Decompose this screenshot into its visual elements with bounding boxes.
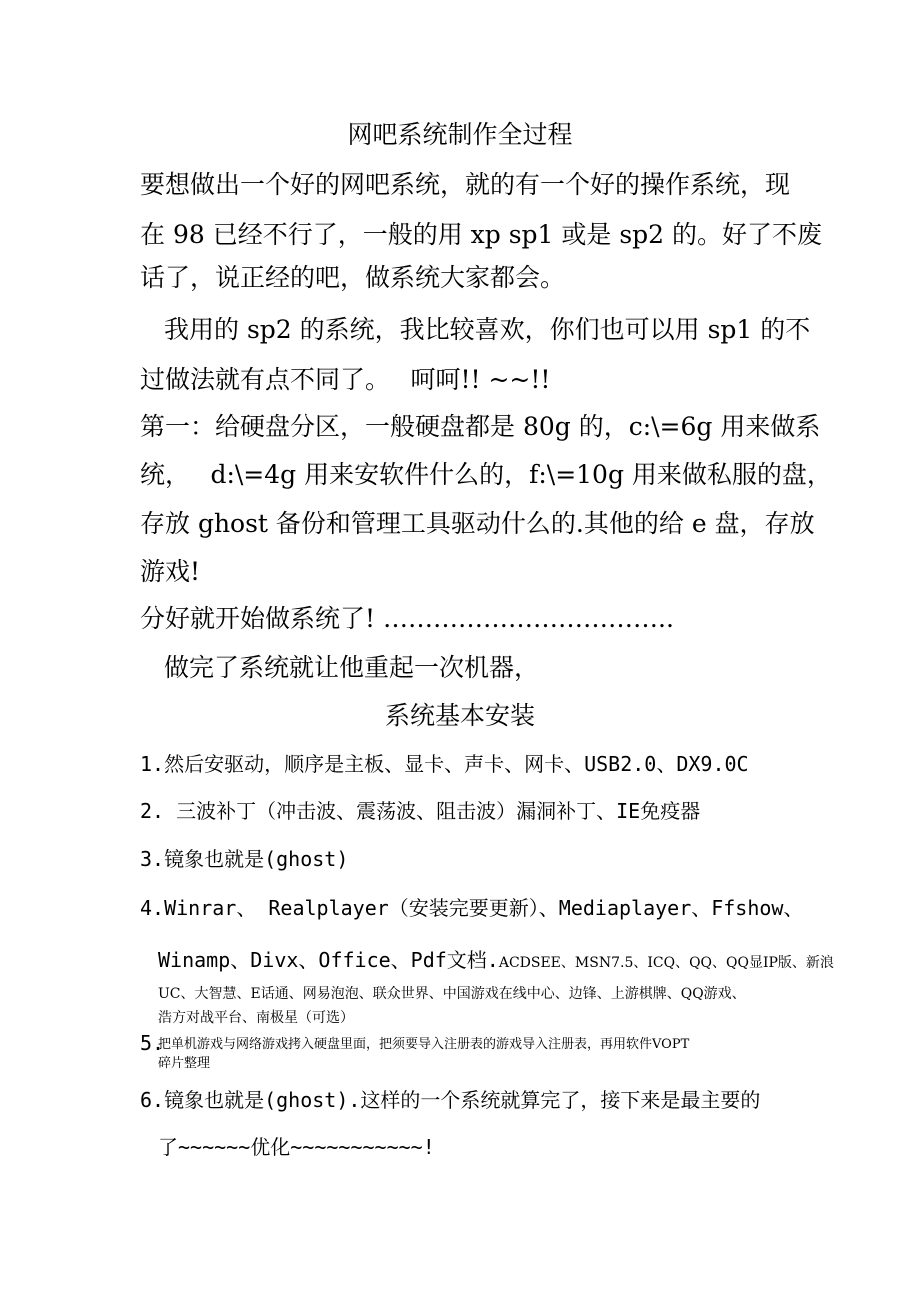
item-4-line-4: 浩方对战平台、南极星（可选） xyxy=(158,1010,354,1026)
item-4-line-1: 4.Winrar、 Realplayer（安装完要更新）、Mediaplayer、Ffshow、 xyxy=(140,896,804,920)
item-5-line-2: 碎片整理 xyxy=(158,1056,211,1071)
intro-line-3: 话了，说正经的吧，做系统大家都会。 xyxy=(140,263,566,292)
item-6-line-2: 了~~~~~~优化~~~~~~~~~~~! xyxy=(158,1135,435,1159)
item-1: 1.然后安驱动，顺序是主板、显卡、声卡、网卡、USB2.0、DX9.0C xyxy=(140,752,749,776)
item-4-line-2 xyxy=(158,946,834,971)
step1-line-4: 游戏! xyxy=(140,557,201,586)
item-4-line-2-main: Winamp、Divx、Office、Pdf文档. xyxy=(158,948,499,972)
restart-line: 做完了系统就让他重起一次机器， xyxy=(164,653,540,682)
step1-line-1: 第一：给硬盘分区，一般硬盘都是 80g 的，c:\=6g 用来做系 xyxy=(140,412,821,441)
step1-line-3: 存放 ghost 备份和管理工具驱动什么的.其他的给 e 盘，存放 xyxy=(140,509,815,538)
section-title: 系统基本安装 xyxy=(384,701,535,730)
document-title: 网吧系统制作全过程 xyxy=(347,120,573,149)
item-4-line-3: UC、大智慧、E话通、网易泡泡、联众世界、中国游戏在线中心、边锋、上游棋牌、QQ游戏、 xyxy=(158,986,746,1002)
intro-line-2: 在 98 已经不行了，一般的用 xp sp1 或是 sp2 的。好了不废 xyxy=(140,220,823,249)
para2-line-1: 我用的 sp2 的系统，我比较喜欢，你们也可以用 sp1 的不 xyxy=(164,315,811,344)
item-5-number: 5. xyxy=(140,1031,165,1055)
intro-line-1: 要想做出一个好的网吧系统，就的有一个好的操作系统，现 xyxy=(140,170,791,199)
para2-line-2: 过做法就有点不同了。 呵呵!! ~~!! xyxy=(140,365,551,394)
start-line: 分好就开始做系统了! …………………………….. xyxy=(140,604,674,633)
item-3: 3.镜象也就是(ghost) xyxy=(140,847,349,871)
item-2: 2. 三波补丁（冲击波、震荡波、阻击波）漏洞补丁、IE免疫器 xyxy=(140,799,701,823)
item-4-line-2-small: ACDSEE、MSN7.5、ICQ、QQ、QQ显IP版、新浪 xyxy=(498,955,834,971)
step1-line-2: 统， d:\=4g 用来安软件什么的，f:\=10g 用来做私服的盘， xyxy=(140,460,832,489)
item-6-line-1: 6.镜象也就是(ghost).这样的一个系统就算完了，接下来是最主要的 xyxy=(140,1088,761,1112)
item-5-line-1: 把单机游戏与网络游戏拷入硬盘里面，把须要导入注册表的游戏导入注册表，再用软件VOPT xyxy=(158,1037,690,1052)
